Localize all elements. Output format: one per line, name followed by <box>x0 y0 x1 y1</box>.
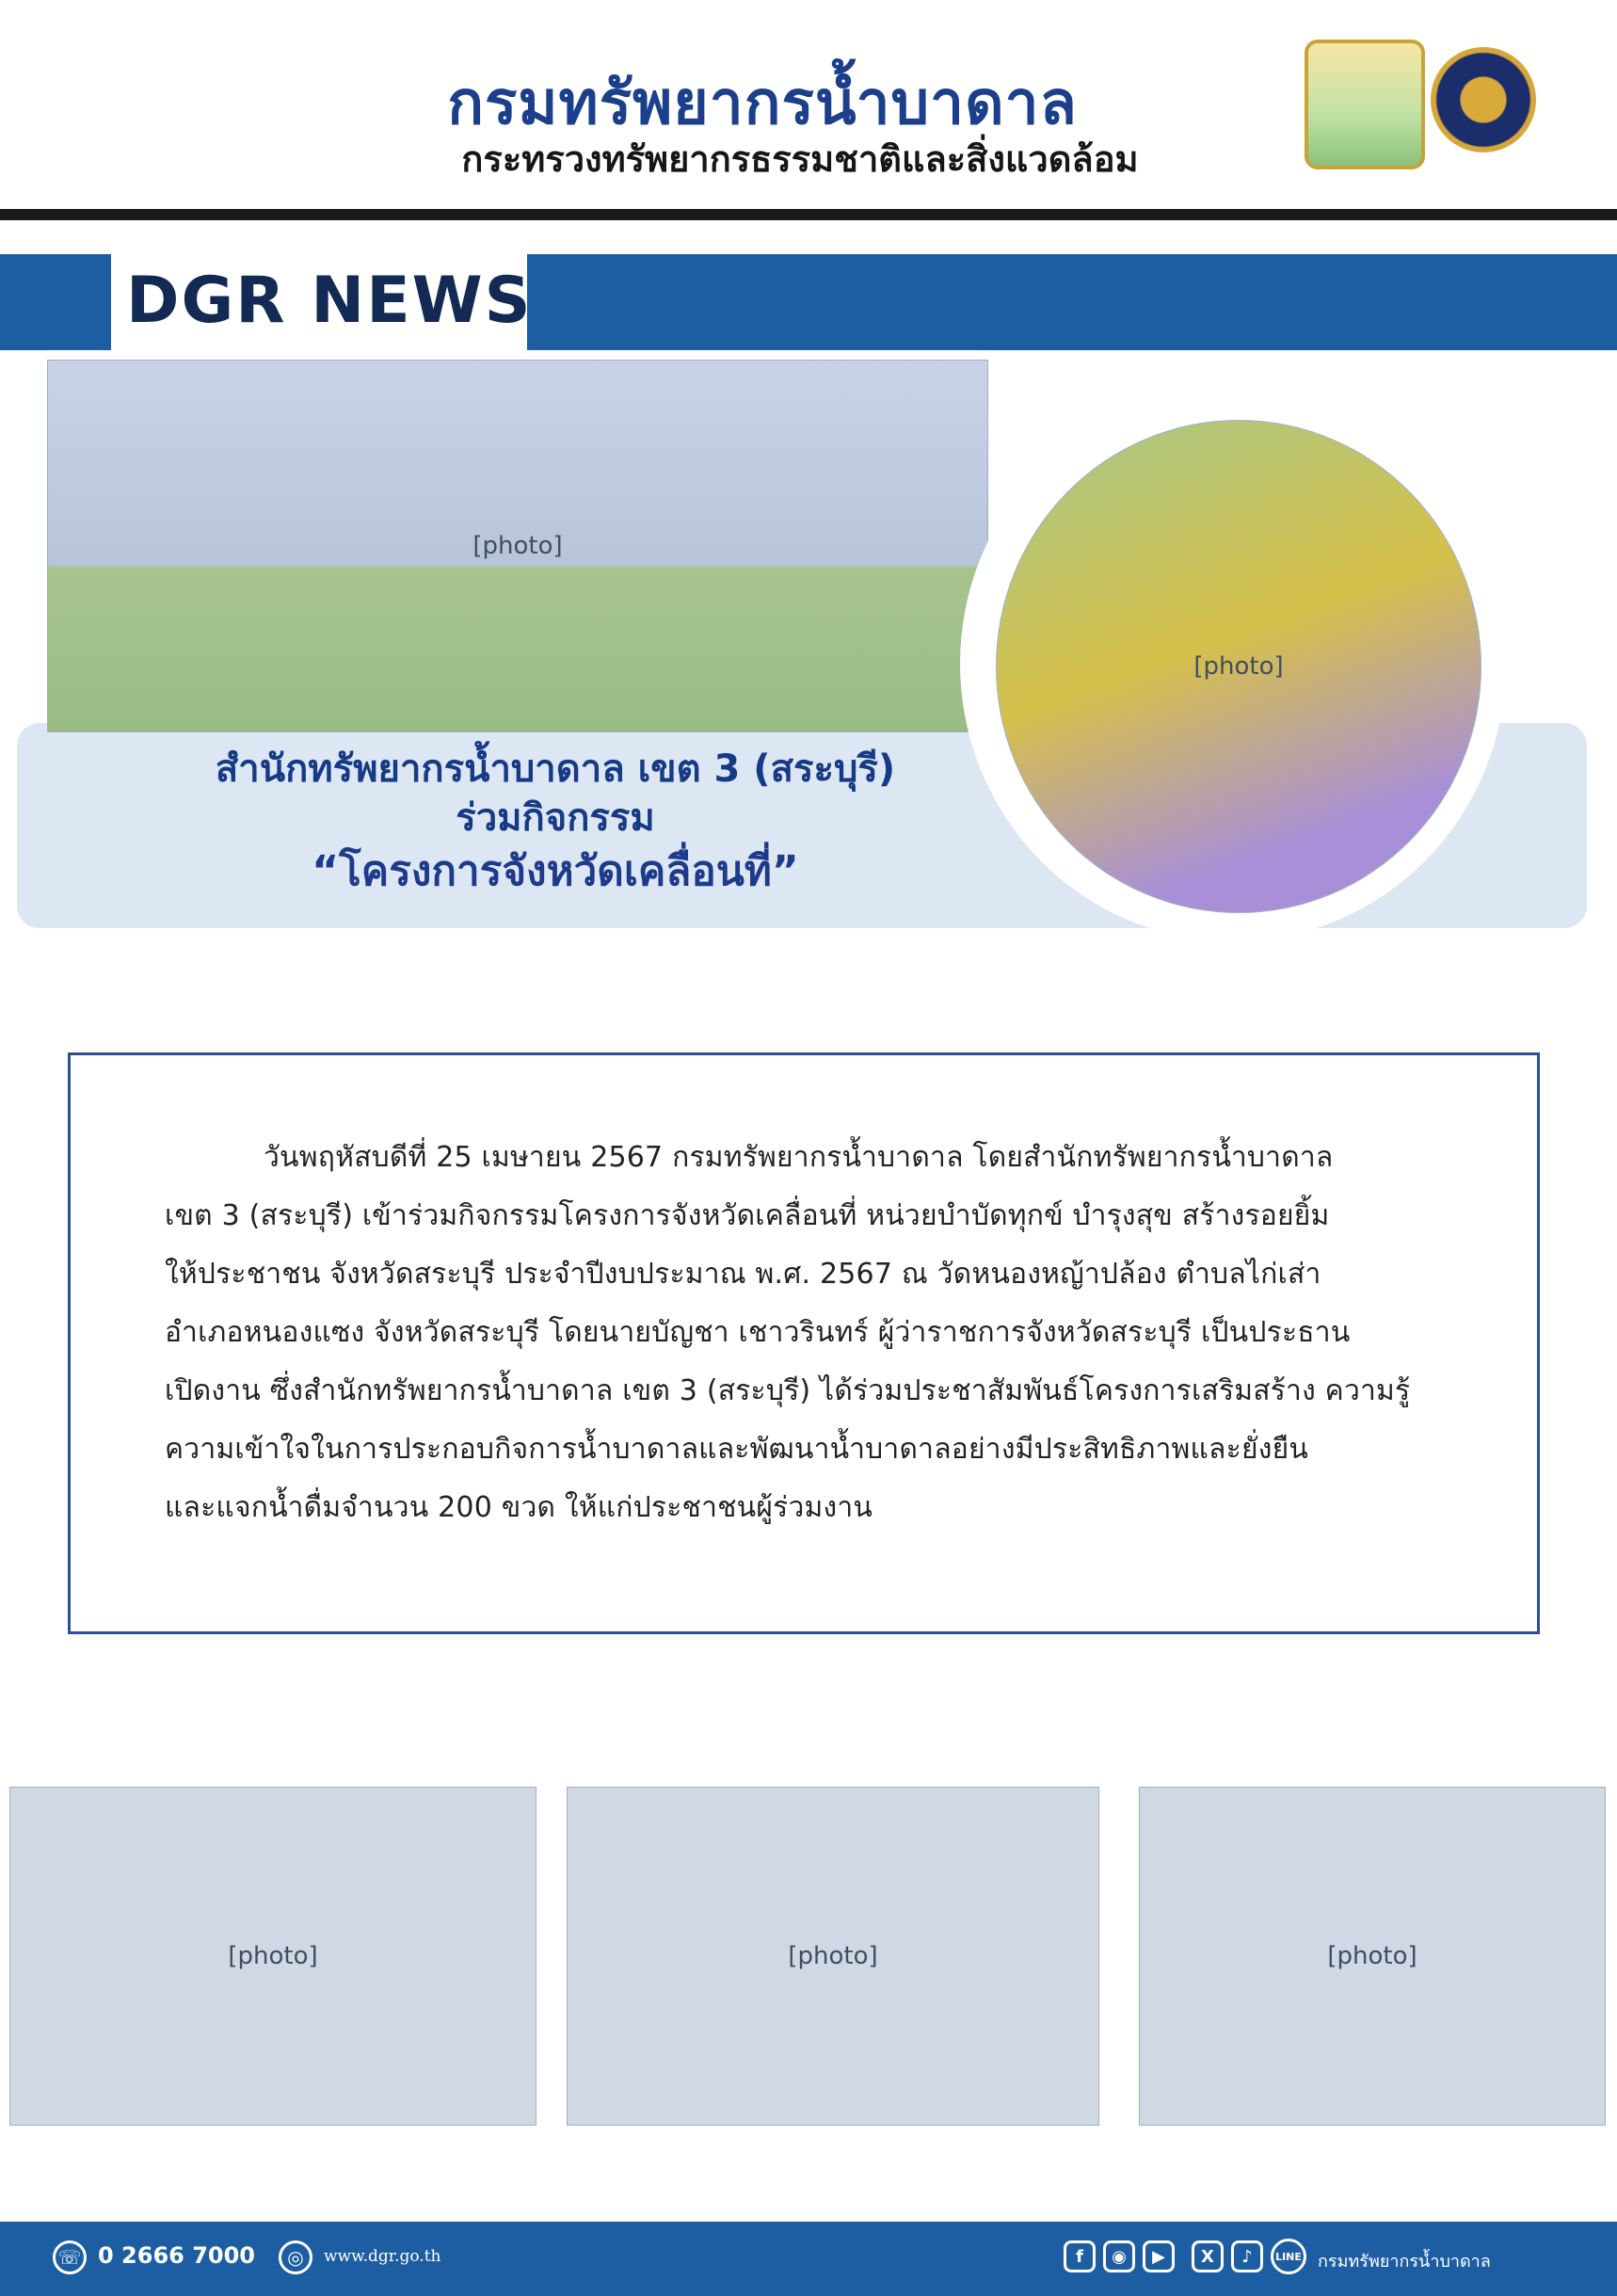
page-title: กรมทรัพยากรน้ำบาดาล <box>447 69 1078 138</box>
hero-circle-photo: [photo] <box>996 420 1481 913</box>
ministry-emblem-icon <box>1305 40 1425 169</box>
x-icon[interactable]: X <box>1192 2240 1224 2272</box>
article-line: เปิดงาน ซึ่งสำนักทรัพยากรน้ำบาดาล เขต 3 (สระบุรี) ได้ร่วมประชาสัมพันธ์โครงการเสริมสร้าง ความรู้ <box>165 1374 1411 1407</box>
globe-icon: ◎ <box>279 2240 312 2274</box>
gallery-photo-1: [photo] <box>9 1787 536 2126</box>
caption-line-3: “โครงการจังหวัดเคลื่อนที่” <box>312 847 799 895</box>
news-banner-label: DGR NEWS <box>126 264 533 338</box>
facebook-icon[interactable]: f <box>1064 2240 1096 2272</box>
ministry-subtitle: กระทรวงทรัพยากรธรรมชาติและสิ่งแวดล้อม <box>461 138 1139 180</box>
department-seal-icon <box>1431 47 1536 153</box>
gallery-photo-3: [photo] <box>1139 1787 1606 2126</box>
caption-line-1: สำนักทรัพยากรน้ำบาดาล เขต 3 (สระบุรี) <box>215 747 896 791</box>
header-divider <box>0 209 1617 220</box>
article-line: วันพฤหัสบดีที่ 25 เมษายน 2567 กรมทรัพยากรน้ำบาดาล โดยสำนักทรัพยากรน้ำบาดาล <box>264 1141 1334 1174</box>
tiktok-icon[interactable]: ♪ <box>1231 2240 1263 2272</box>
line-icon[interactable]: LINE <box>1271 2239 1306 2274</box>
article-line: อำเภอหนองแซง จังหวัดสระบุรี โดยนายบัญชา เชาวรินทร์ ผู้ว่าราชการจังหวัดสระบุรี เป็นประธาน <box>165 1316 1351 1349</box>
footer-phone[interactable]: 0 2666 7000 <box>98 2242 256 2269</box>
article-line: ความเข้าใจในการประกอบกิจการน้ำบาดาลและพัฒนาน้ำบาดาลอย่างมีประสิทธิภาพและยั่งยืน <box>165 1433 1309 1466</box>
article-line: เขต 3 (สระบุรี) เข้าร่วมกิจกรรมโครงการจังหวัดเคลื่อนที่ หน่วยบำบัดทุกข์ บำรุงสุข สร้างรอยยิ้ม <box>165 1199 1330 1232</box>
phone-icon: ☏ <box>53 2240 87 2274</box>
article-line: ให้ประชาชน จังหวัดสระบุรี ประจำปีงบประมาณ พ.ศ. 2567 ณ วัดหนองหญ้าปล้อง ตำบลไก่เส่า <box>165 1258 1321 1291</box>
hero-photo: [photo] <box>47 360 988 732</box>
caption-line-2: ร่วมกิจกรรม <box>456 796 655 840</box>
instagram-icon[interactable]: ◉ <box>1103 2240 1135 2272</box>
footer-agency-name: กรมทรัพยากรน้ำบาดาล <box>1318 2252 1491 2272</box>
youtube-icon[interactable]: ▶ <box>1143 2240 1175 2272</box>
article-line: และแจกน้ำดื่มจำนวน 200 ขวด ให้แก่ประชาชนผู้ร่วมงาน <box>165 1491 873 1524</box>
footer-website-link[interactable]: www.dgr.go.th <box>324 2247 441 2266</box>
gallery-photo-2: [photo] <box>567 1787 1099 2126</box>
